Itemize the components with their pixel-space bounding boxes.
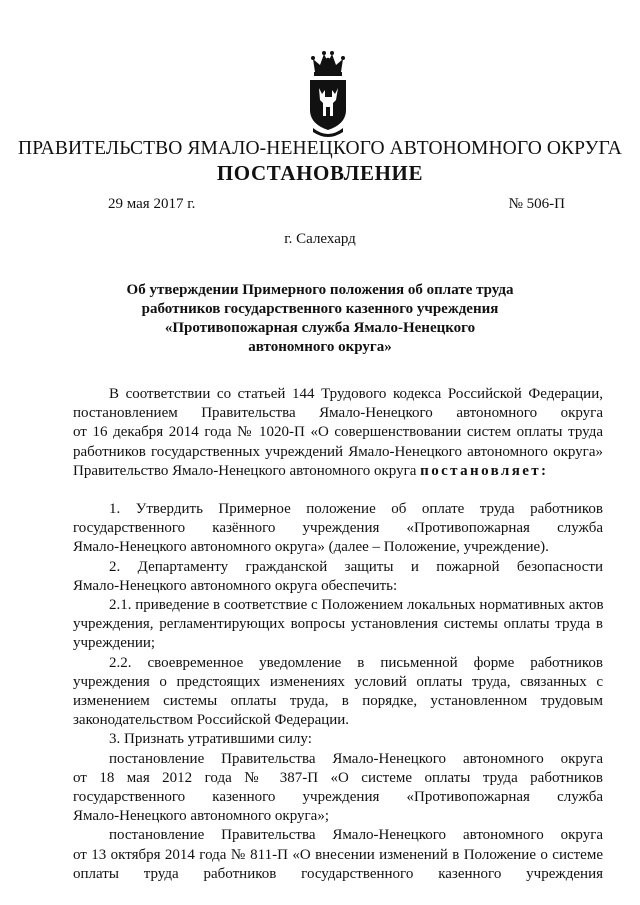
text-line: учреждения о предстоящих изменениях условий оплаты труда, связанных с (73, 673, 603, 690)
text-line: от 13 октября 2014 года № 811-П «О внесении изменений в Положение о системе (73, 846, 603, 863)
text-line: от 18 мая 2012 года № 387-П «О системе оплаты труда работников (73, 769, 603, 786)
document-body (73, 385, 603, 884)
text-line: постановлением Правительства Ямало-Ненецкого автономного округа (73, 405, 603, 422)
text-line (73, 462, 603, 481)
text-line: государственного казённого учреждения «Противопожарная служба (73, 520, 603, 537)
text-line: Ямало-Ненецкого автономного округа обеспечить: (73, 577, 398, 594)
title-line: работников государственного казенного учреждения (141, 301, 499, 317)
item-1-paragraph (73, 500, 603, 558)
title-line: автономного округа» (248, 339, 392, 355)
text-line: 1. Утвердить Примерное положение об оплате труда работников (109, 501, 603, 518)
text-line: государственного казенного учреждения «Противопожарная служба (73, 789, 603, 806)
item-2-2-paragraph (73, 654, 603, 731)
text-line: 3. Признать утратившими силу: (109, 731, 312, 748)
text-line: законодательством Российской Федерации. (73, 712, 350, 729)
text-line: Ямало-Ненецкого автономного округа»; (73, 808, 330, 825)
text-line: В соответствии со статьей 144 Трудового кодекса Российской Федерации, (109, 386, 603, 402)
preamble-last-line: Правительство Ямало-Ненецкого автономного округа (73, 462, 421, 479)
document-date: 29 мая 2017 г. (108, 196, 196, 212)
decree-word: постановляет: (420, 462, 549, 479)
text-line: 2. Департаменту гражданской защиты и пожарной безопасности (109, 558, 603, 575)
text-line: постановление Правительства Ямало-Ненецкого автономного округа (109, 750, 603, 767)
document-city: г. Салехард (284, 231, 356, 247)
preamble-paragraph (73, 385, 603, 481)
text-line: 2.1. приведение в соответствие с Положением локальных нормативных актов (109, 597, 604, 614)
item-2-paragraph (73, 558, 603, 596)
text-line: учреждения, регламентирующих вопросы установления системы оплаты труда в (73, 616, 603, 633)
document-title (110, 281, 530, 357)
text-line: работников государственных учреждений Ямало-Ненецкого автономного округа» (73, 443, 603, 460)
coat-of-arms-graphic (303, 50, 353, 140)
repealed-decree-2-paragraph (73, 826, 603, 884)
title-line: Об утверждении Примерного положения об оплате труда (126, 282, 514, 298)
text-line: от 16 декабря 2014 года № 1020-П «О совершенствовании систем оплаты труда (73, 424, 603, 441)
repealed-decree-1-paragraph (73, 750, 603, 827)
document-number: № 506-П (508, 196, 565, 212)
title-line: «Противопожарная служба Ямало-Ненецкого (164, 320, 476, 336)
text-line: учреждении; (73, 635, 156, 652)
item-2-1-paragraph (73, 596, 603, 654)
text-line: постановление Правительства Ямало-Ненецкого автономного округа (109, 827, 603, 844)
text-line: изменением системы оплаты труда, в порядке, установленном трудовым (73, 693, 603, 710)
document-type: ПОСТАНОВЛЕНИЕ (216, 161, 424, 185)
item-3-paragraph (73, 730, 603, 749)
paragraph-gap (73, 481, 603, 500)
text-line: оплаты труда работников государственного казенного учреждения (73, 865, 603, 882)
government-name: ПРАВИТЕЛЬСТВО ЯМАЛО-НЕНЕЦКОГО АВТОНОМНОГО ОКРУГА (18, 138, 622, 159)
text-line: Ямало-Ненецкого автономного округа» (далее – Положение, учреждение). (73, 539, 549, 556)
text-line: 2.2. своевременное уведомление в письменной форме работников (109, 654, 603, 671)
coat-of-arms-icon (303, 50, 353, 140)
